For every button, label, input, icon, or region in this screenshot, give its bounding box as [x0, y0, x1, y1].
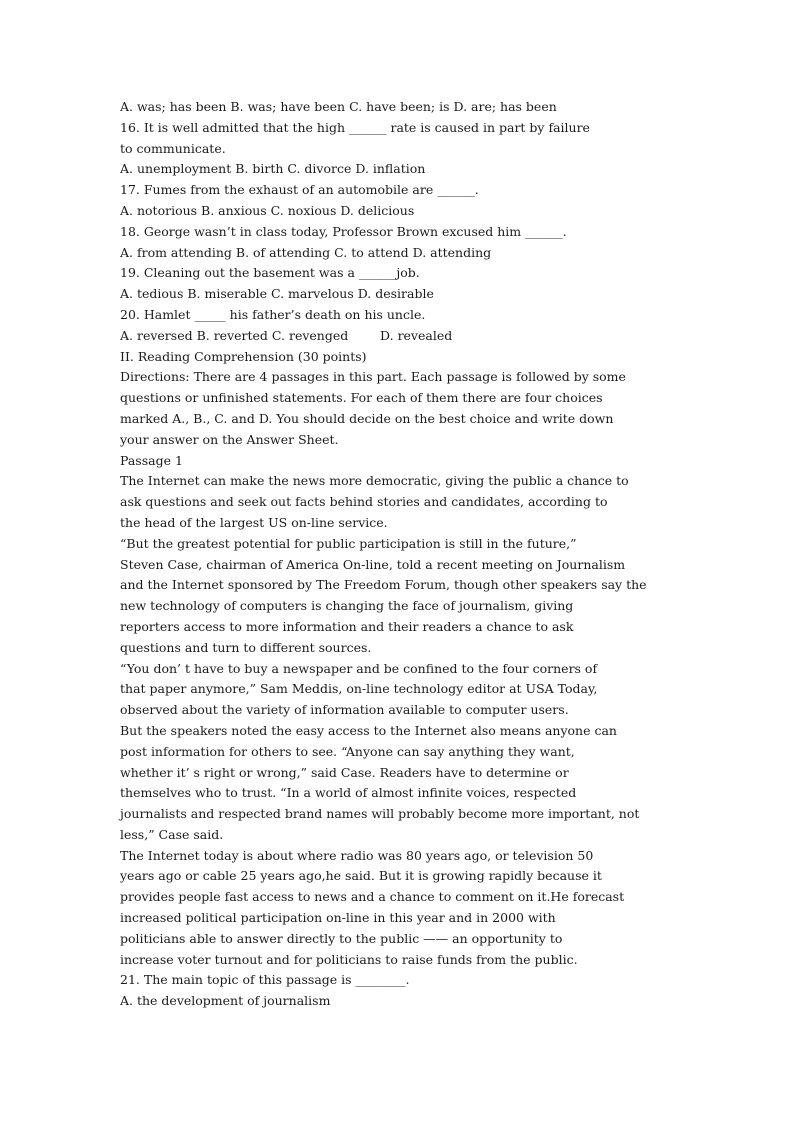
- passage-text: reporters access to more information and their readers a chance to ask: [120, 618, 574, 634]
- passage-text: new technology of computers is changing the face of journalism, giving: [120, 598, 574, 614]
- text-line: A. was; has been B. was; have been C. have been; is D. are; has been: [120, 99, 557, 114]
- passage-text: the head of the largest US on-line service.: [120, 514, 388, 530]
- options-21: A. the development of journalism: [120, 993, 331, 1009]
- question-18: 18. George wasn’t in class today, Professor Brown excused him ______.: [120, 223, 567, 239]
- passage-text: journalists and respected brand names will probably become more important, not: [120, 806, 640, 822]
- passage-text: that paper anymore,” Sam Meddis, on-line technology editor at USA Today,: [120, 681, 598, 697]
- passage-text: The Internet today is about where radio was 80 years ago, or television 50: [120, 847, 594, 863]
- directions-text: your answer on the Answer Sheet.: [120, 431, 339, 447]
- document-page: [120, 97, 680, 1012]
- passage-text: increase voter turnout and for politicians to raise funds from the public.: [120, 951, 578, 967]
- directions-text: Directions: There are 4 passages in this part. Each passage is followed by some: [120, 369, 626, 385]
- directions-text: marked A., B., C. and D. You should decide on the best choice and write down: [120, 410, 614, 426]
- options-19: A. tedious B. miserable C. marvelous D. desirable: [120, 286, 434, 302]
- section-heading: II. Reading Comprehension (30 points): [120, 348, 367, 364]
- question-17: 17. Fumes from the exhaust of an automobile are ______.: [120, 182, 479, 198]
- passage-text: But the speakers noted the easy access to the Internet also means anyone can: [120, 722, 617, 738]
- passage-text: themselves who to trust. “In a world of almost infinite voices, respected: [120, 785, 577, 801]
- question-19: 19. Cleaning out the basement was a ______job.: [120, 265, 420, 281]
- passage-text: years ago or cable 25 years ago,he said. But it is growing rapidly because it: [120, 868, 602, 884]
- passage-text: and the Internet sponsored by The Freedom Forum, though other speakers say the: [120, 577, 647, 593]
- question-16: 16. It is well admitted that the high ______ rate is caused in part by failure: [120, 119, 590, 135]
- passage-text: post information for others to see. “Anyone can say anything they want,: [120, 743, 575, 759]
- question-21: 21. The main topic of this passage is ________.: [120, 972, 410, 988]
- passage-text: The Internet can make the news more democratic, giving the public a chance to: [120, 473, 629, 489]
- question-20: 20. Hamlet _____ his father’s death on his uncle.: [120, 306, 426, 322]
- passage-text: less,” Case said.: [120, 826, 224, 842]
- options-20: A. reversed B. reverted C. revenged D. revealed: [120, 327, 453, 343]
- passage-text: “But the greatest potential for public participation is still in the future,”: [120, 535, 577, 551]
- passage-text: “You don’ t have to buy a newspaper and be confined to the four corners of: [120, 660, 598, 676]
- options-17: A. notorious B. anxious C. noxious D. delicious: [120, 202, 415, 218]
- passage-text: whether it’ s right or wrong,” said Case. Readers have to determine or: [120, 764, 569, 780]
- passage-text: provides people fast access to news and a chance to comment on it.He forecast: [120, 889, 625, 905]
- passage-text: increased political participation on-line in this year and in 2000 with: [120, 910, 556, 926]
- passage-title: Passage 1: [120, 452, 183, 468]
- options-18: A. from attending B. of attending C. to attend D. attending: [120, 244, 492, 260]
- passage-text: observed about the variety of information available to computer users.: [120, 702, 569, 718]
- passage-text: Steven Case, chairman of America On-line, told a recent meeting on Journalism: [120, 556, 626, 572]
- options-16: A. unemployment B. birth C. divorce D. inflation: [120, 161, 426, 177]
- passage-text: politicians able to answer directly to the public —— an opportunity to: [120, 930, 563, 946]
- directions-text: questions or unfinished statements. For each of them there are four choices: [120, 390, 603, 406]
- passage-text: questions and turn to different sources.: [120, 639, 372, 655]
- passage-text: ask questions and seek out facts behind stories and candidates, according to: [120, 494, 608, 510]
- text-line: to communicate.: [120, 140, 226, 156]
